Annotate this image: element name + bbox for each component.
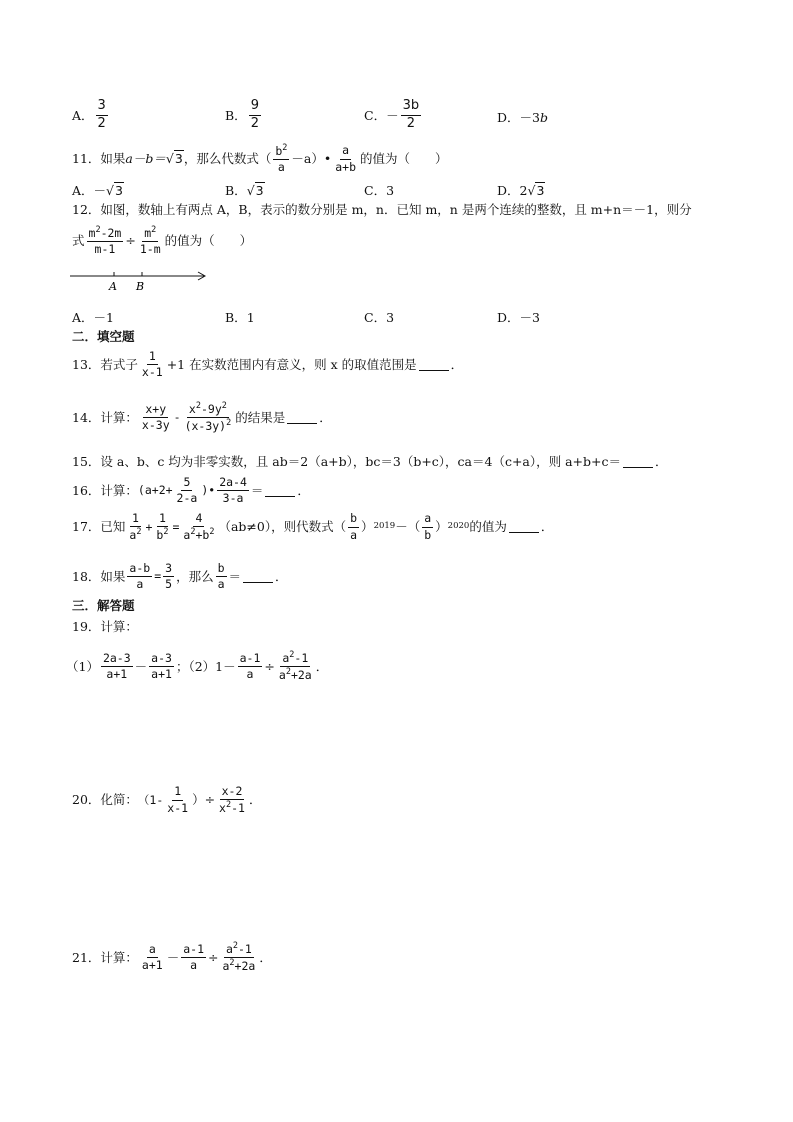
term: x xyxy=(188,401,196,416)
numerator: 5 xyxy=(181,476,192,491)
numerator: 1 xyxy=(157,512,168,527)
fraction xyxy=(127,562,152,591)
fraction xyxy=(249,99,261,132)
denominator: 2 xyxy=(97,115,106,131)
exponent: 2 xyxy=(95,225,101,235)
question-12-line2 xyxy=(72,226,252,256)
denominator: a xyxy=(277,160,285,175)
exponent: 2 xyxy=(163,527,169,538)
equals-sign: = xyxy=(154,569,162,584)
option-letter: D． xyxy=(497,183,520,198)
denominator: a+b xyxy=(335,159,356,174)
fraction xyxy=(87,226,124,256)
answer-blank[interactable] xyxy=(265,485,295,497)
part-label: （1） xyxy=(66,658,99,674)
question-text: ． xyxy=(319,409,332,425)
exponent: 2 xyxy=(282,143,288,153)
option-text: 2 xyxy=(519,182,528,198)
q12-option-a xyxy=(72,308,114,326)
question-15 xyxy=(72,455,668,469)
fraction xyxy=(277,651,314,682)
fraction xyxy=(96,99,108,132)
fraction xyxy=(220,942,257,973)
term: m xyxy=(88,225,96,240)
divide-sign: ÷ xyxy=(208,949,219,965)
question-text: ． xyxy=(315,658,329,674)
question-text: 计算： xyxy=(100,482,138,498)
denominator: a xyxy=(136,577,144,592)
fraction xyxy=(140,943,165,972)
fraction xyxy=(140,350,165,379)
exponent: 2 xyxy=(232,941,238,951)
denominator xyxy=(277,667,314,682)
term: a xyxy=(129,528,137,543)
question-text: 化简： xyxy=(100,792,138,808)
denominator: x-3y xyxy=(141,418,170,433)
answer-blank[interactable] xyxy=(509,521,539,533)
minus-sign: － xyxy=(166,949,180,965)
option-letter: D． xyxy=(497,310,520,325)
numerator xyxy=(224,942,254,958)
numerator: 3 xyxy=(163,562,174,577)
question-text: ，那么 xyxy=(176,568,214,584)
question-text: ． xyxy=(259,949,272,965)
option-text: 1 xyxy=(246,309,255,325)
question-text: 若式子 xyxy=(100,356,138,372)
exponent: 2020 xyxy=(447,521,470,532)
term: -1 xyxy=(238,941,252,956)
numerator: 4 xyxy=(193,512,204,527)
question-14 xyxy=(72,402,332,433)
fraction xyxy=(149,652,174,681)
fraction xyxy=(273,144,289,174)
numerator: 3b xyxy=(401,99,422,116)
question-text: 计算： xyxy=(100,949,138,965)
exponent: 2 xyxy=(229,958,235,969)
numerator: b xyxy=(348,512,359,527)
denominator xyxy=(183,418,234,433)
exponent: 2 xyxy=(136,527,142,538)
plus-sign: + xyxy=(145,519,153,534)
denominator: 3-a xyxy=(222,491,244,506)
question-number: 14． xyxy=(72,409,101,425)
numerator: 9 xyxy=(249,99,261,116)
question-text: ． xyxy=(540,519,554,535)
numerator: 2a-4 xyxy=(217,476,249,491)
question-text: 15．设 a、b、c 均为非零实数，且 ab＝2（a+b），bc＝3（b+c），ca＝4（c+a），则 a+b+c＝ xyxy=(72,454,622,469)
fraction xyxy=(165,785,190,814)
term: a xyxy=(222,958,230,973)
question-text: ． xyxy=(655,454,668,469)
question-text: 12．如图，数轴上有两点 A，B，表示的数分别是 m，n．已知 m，n 是两个连续的整数，且 m+n＝－1，则分 xyxy=(72,202,692,217)
fraction xyxy=(163,562,174,591)
denominator: m-1 xyxy=(94,242,116,257)
denominator: 1-m xyxy=(139,242,161,257)
expression: )• xyxy=(201,483,216,498)
question-text: 的值为（ ） xyxy=(164,233,253,249)
question-text: ． xyxy=(450,356,464,372)
question-17 xyxy=(72,512,553,542)
option-text: 3 xyxy=(386,182,395,198)
denominator: b xyxy=(424,527,432,542)
q11-option-a xyxy=(72,181,124,199)
numerator: 1 xyxy=(130,512,141,527)
numerator xyxy=(273,144,289,160)
term: a xyxy=(183,528,191,543)
option-letter: C． xyxy=(364,108,387,124)
fraction xyxy=(217,476,249,505)
fraction xyxy=(217,785,247,815)
q10-option-d xyxy=(497,108,548,126)
fraction xyxy=(333,144,358,173)
point-label-a: A xyxy=(109,280,117,293)
exponent: 2 xyxy=(289,650,295,660)
expression: (a+2+ xyxy=(137,483,173,498)
fraction xyxy=(422,512,433,541)
option-letter: B． xyxy=(225,108,247,124)
fraction xyxy=(154,512,170,542)
part-separator: ；（2）1－ xyxy=(175,658,236,674)
fraction xyxy=(101,652,133,681)
question-text: 计算： xyxy=(100,409,138,425)
q12-option-b xyxy=(225,308,255,326)
term: (x-3y) xyxy=(184,418,227,433)
exponent: 2 xyxy=(151,225,157,235)
numerator: a xyxy=(147,943,158,958)
numerator: a-1 xyxy=(181,943,206,958)
term: b xyxy=(275,143,283,158)
question-number: 16． xyxy=(72,482,101,498)
radicand: 3 xyxy=(255,182,264,198)
fraction xyxy=(175,476,200,505)
option-text: －3 xyxy=(519,110,540,125)
point-label-b: B xyxy=(136,280,145,293)
question-text: ） xyxy=(361,519,374,535)
denominator xyxy=(154,527,170,542)
question-text: 如果 xyxy=(100,151,126,167)
denominator: a+1 xyxy=(141,958,163,973)
question-text: ，那么代数式（ xyxy=(183,151,272,167)
term: a xyxy=(278,667,286,682)
question-text: 已知 xyxy=(100,519,126,535)
term: a xyxy=(225,941,233,956)
denominator: 2-a xyxy=(176,491,198,506)
denominator: 2 xyxy=(406,115,415,131)
option-letter: C． xyxy=(364,183,387,198)
equals-sign: = xyxy=(172,519,180,534)
q10-option-c xyxy=(364,99,423,132)
question-text: ） xyxy=(435,519,448,535)
expression: ）÷ xyxy=(192,792,216,808)
answer-blank[interactable] xyxy=(287,412,317,424)
question-text: －（ xyxy=(395,519,421,535)
fraction xyxy=(216,562,227,591)
numerator: b xyxy=(216,562,227,577)
question-text: +1 在实数范围内有意义，则 x 的取值范围是 xyxy=(166,356,417,372)
minus-sign: － xyxy=(134,658,148,674)
equals-sign: ＝ xyxy=(250,482,264,498)
option-letter: D． xyxy=(497,110,520,125)
option-text: －1 xyxy=(93,310,114,325)
fraction xyxy=(238,652,263,681)
number-line-figure xyxy=(70,268,210,294)
option-letter: B． xyxy=(225,183,247,198)
exponent: 2 xyxy=(190,527,196,538)
denominator: a+1 xyxy=(106,667,128,682)
section-heading-solve: 三．解答题 xyxy=(72,598,135,613)
term: x xyxy=(219,801,226,816)
variable: b xyxy=(539,109,548,125)
term: -2m xyxy=(100,225,122,240)
sqrt-expression: √3 xyxy=(246,182,264,198)
question-text: ． xyxy=(275,568,288,584)
section-heading-fill-in: 二．填空题 xyxy=(72,329,135,344)
question-19-expression xyxy=(66,651,328,682)
denominator: 2 xyxy=(250,115,259,131)
sqrt-expression: √3 xyxy=(165,151,183,167)
option-text: －3 xyxy=(519,310,540,325)
numerator: 3 xyxy=(96,99,108,116)
answer-blank[interactable] xyxy=(243,571,273,583)
numerator: a xyxy=(340,144,351,159)
question-text: 的结果是 xyxy=(235,409,286,425)
numerator: x+y xyxy=(143,403,168,418)
question-text: 的值为（ ） xyxy=(360,151,448,167)
term: m xyxy=(144,225,152,240)
q10-option-b xyxy=(225,99,263,132)
fraction xyxy=(181,943,206,972)
expression: （1- xyxy=(137,792,164,807)
denominator: x-1 xyxy=(167,800,189,815)
q11-option-d xyxy=(497,181,545,199)
radicand: 3 xyxy=(115,182,123,198)
term: +2a xyxy=(234,958,256,973)
denominator: a xyxy=(217,577,225,592)
question-text: （ab≠0），则代数式（ xyxy=(218,519,347,535)
question-number: 17． xyxy=(72,519,101,535)
denominator xyxy=(217,800,247,815)
question-number: 11． xyxy=(72,151,101,167)
option-text: 3 xyxy=(386,309,395,325)
option-letter: C． xyxy=(364,310,387,325)
radicand: 3 xyxy=(536,182,545,198)
question-13 xyxy=(72,350,463,379)
denominator: a xyxy=(246,667,254,682)
fraction xyxy=(348,512,359,541)
question-number: 18． xyxy=(72,568,101,584)
question-12-line1 xyxy=(72,203,692,217)
exponent: 2 xyxy=(195,401,201,411)
q12-option-c xyxy=(364,308,394,326)
denominator: a xyxy=(350,527,358,542)
denominator: a+1 xyxy=(151,667,172,682)
equals-sign: ＝ xyxy=(228,568,242,584)
option-letter: A． xyxy=(72,310,94,325)
numerator: a-1 xyxy=(238,652,263,667)
question-text: ． xyxy=(248,792,262,808)
q10-option-a xyxy=(72,99,110,132)
denominator xyxy=(220,958,257,973)
question-19-title: 19．计算： xyxy=(72,619,138,634)
question-text: －a）• xyxy=(291,151,332,167)
numerator xyxy=(142,226,158,242)
divide-sign: ÷ xyxy=(125,233,136,249)
minus-sign: － xyxy=(93,183,107,198)
numerator: 1 xyxy=(147,350,158,365)
term: a xyxy=(282,650,290,665)
denominator: 5 xyxy=(165,577,173,592)
question-text: 式 xyxy=(72,233,85,249)
minus-sign: - xyxy=(173,410,181,425)
numerator: x-2 xyxy=(220,785,245,800)
denominator xyxy=(127,527,143,542)
denominator: a xyxy=(190,958,198,973)
question-11 xyxy=(72,144,448,174)
question-21 xyxy=(72,942,272,973)
fraction xyxy=(140,403,172,432)
term: -1 xyxy=(294,650,309,665)
question-18 xyxy=(72,562,288,591)
numerator: a-b xyxy=(127,562,152,577)
question-text: 如果 xyxy=(100,568,126,584)
numerator xyxy=(87,226,124,242)
question-text: 的值为 xyxy=(469,519,507,535)
answer-blank[interactable] xyxy=(419,359,449,371)
term: -1 xyxy=(231,801,245,816)
denominator xyxy=(181,527,216,542)
exponent: 2 xyxy=(285,667,291,678)
fraction xyxy=(138,226,163,256)
fraction xyxy=(401,99,422,132)
question-number: 20． xyxy=(72,792,101,808)
divide-sign: ÷ xyxy=(264,658,275,674)
numerator: a-3 xyxy=(149,652,174,667)
numerator xyxy=(280,651,310,667)
q11-option-c xyxy=(364,181,394,199)
numerator: 1 xyxy=(172,785,183,800)
exponent: 2019 xyxy=(373,521,396,532)
numerator: 2a-3 xyxy=(101,652,133,667)
question-text: ． xyxy=(297,482,310,498)
question-number: 21． xyxy=(72,949,101,965)
numerator: a xyxy=(422,512,433,527)
radicand: 3 xyxy=(174,151,183,167)
fraction xyxy=(183,402,234,433)
sqrt-expression: √3 xyxy=(106,182,123,198)
option-letter: A． xyxy=(72,108,94,124)
option-letter: B． xyxy=(225,310,247,325)
q11-option-b xyxy=(225,181,265,199)
option-letter: A． xyxy=(72,183,94,198)
answer-blank[interactable] xyxy=(623,456,653,468)
term: -9y xyxy=(200,401,222,416)
term: b xyxy=(156,528,164,543)
term: +2a xyxy=(290,667,312,682)
question-16 xyxy=(72,476,310,505)
exponent: 2 xyxy=(209,527,215,538)
q12-option-d xyxy=(497,308,540,326)
denominator: x-1 xyxy=(141,365,163,380)
question-20 xyxy=(72,785,261,815)
expression: a－b＝ xyxy=(125,151,166,167)
term: +b xyxy=(195,528,210,543)
exponent: 2 xyxy=(221,401,227,411)
fraction xyxy=(127,512,143,542)
fraction xyxy=(181,512,216,542)
sqrt-expression: √3 xyxy=(527,182,545,198)
exponent: 2 xyxy=(225,800,232,811)
question-number: 13． xyxy=(72,356,101,372)
minus-sign: － xyxy=(386,108,399,124)
exponent: 2 xyxy=(226,418,232,429)
numerator xyxy=(187,402,229,418)
